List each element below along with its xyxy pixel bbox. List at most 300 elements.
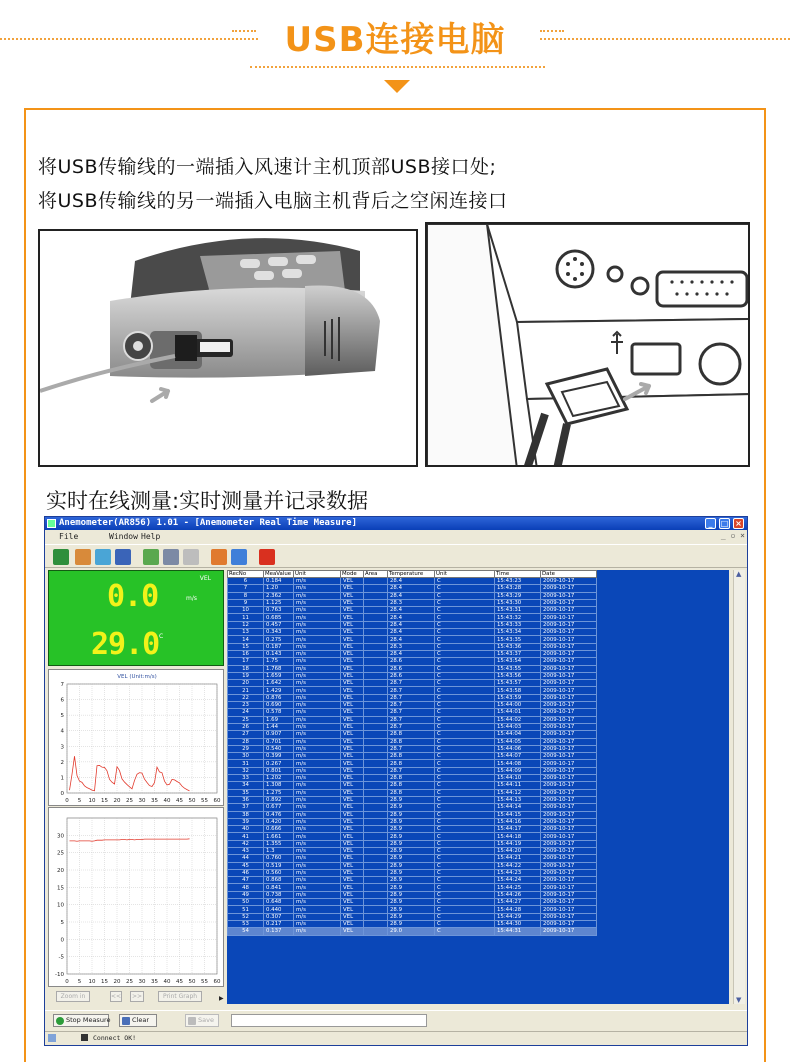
table-cell: 28.4 [388,592,435,599]
table-cell: VEL [341,767,364,774]
menu-help[interactable]: Help [141,532,161,541]
table-cell [364,760,388,767]
table-row[interactable] [228,745,597,752]
table-row[interactable] [228,775,597,782]
table-row[interactable] [228,643,597,650]
table-cell: 2009-10-17 [541,680,597,687]
table-cell: VEL [341,702,364,709]
table-cell: m/s [294,804,341,811]
y-tick-label: 5 [60,920,64,926]
table-row[interactable] [228,884,597,891]
x-tick-label: 50 [188,798,196,804]
table-cell: 28.8 [388,753,435,760]
table-cell: 52 [228,913,264,920]
table-cell: m/s [294,643,341,650]
table-cell: 28.9 [388,906,435,913]
table-cell: 15:44:22 [495,862,541,869]
table-cell: 2009-10-17 [541,753,597,760]
settings-icon[interactable] [75,549,91,565]
table-cell: C [435,650,495,657]
table-cell: 2009-10-17 [541,709,597,716]
open-icon[interactable] [95,549,111,565]
table-cell: C [435,716,495,723]
table-cell: 2009-10-17 [541,869,597,876]
table-cell: 28.9 [388,855,435,862]
table-cell [364,840,388,847]
column-header[interactable]: Unit [294,571,341,578]
table-row[interactable] [228,658,597,665]
scroll-up-icon[interactable]: ▲ [736,570,742,578]
table-cell [364,847,388,854]
table-row[interactable] [228,891,597,898]
table-cell: VEL [341,855,364,862]
table-cell: C [435,658,495,665]
table-cell: 2009-10-17 [541,694,597,701]
table-row[interactable] [228,818,597,825]
table-cell [364,621,388,628]
table-cell: 15:44:06 [495,745,541,752]
table-cell: 0.868 [264,877,294,884]
table-row[interactable] [228,592,597,599]
table-cell: 15:44:04 [495,731,541,738]
table-cell: 0.907 [264,731,294,738]
temperature-chart [48,807,224,987]
lcd-vel-tag: VEL [199,575,211,582]
table-cell: 15:44:28 [495,906,541,913]
table-cell [364,767,388,774]
table-row[interactable] [228,636,597,643]
table-cell: 20 [228,680,264,687]
table-row[interactable] [228,629,597,636]
table-cell: 47 [228,877,264,884]
table-cell: VEL [341,585,364,592]
table-cell: m/s [294,913,341,920]
table-cell: 0.267 [264,760,294,767]
table-cell: 28.9 [388,818,435,825]
title-bar[interactable] [45,517,748,530]
table-cell: m/s [294,760,341,767]
table-cell [364,672,388,679]
column-header[interactable]: MeaValue [264,571,294,578]
table-cell: VEL [341,672,364,679]
table-cell: 15:43:59 [495,694,541,701]
y-tick-label: 25 [57,850,64,857]
y-tick-label: 10 [57,902,64,909]
table-cell: C [435,731,495,738]
graph-icon[interactable] [53,549,69,565]
lcd-vel-unit: m/s [186,595,197,602]
table-cell: 0.760 [264,855,294,862]
table-row[interactable] [228,920,597,927]
status-icon [48,1034,56,1042]
table-row[interactable] [228,614,597,621]
table-cell: C [435,621,495,628]
x-tick-label: 20 [113,798,121,804]
table-cell: 15:44:01 [495,709,541,716]
table-row[interactable] [228,665,597,672]
table-row[interactable] [228,738,597,745]
export-icon[interactable] [143,549,159,565]
table-cell: m/s [294,658,341,665]
table-cell: VEL [341,884,364,891]
table-row[interactable] [228,928,597,935]
table-cell: 28.4 [388,621,435,628]
table-cell: 2009-10-17 [541,855,597,862]
table-cell: 15:44:31 [495,928,541,935]
table-cell: C [435,614,495,621]
x-tick-label: 45 [176,798,183,804]
table-cell: m/s [294,884,341,891]
table-cell: 1.75 [264,658,294,665]
table-cell: 28.9 [388,796,435,803]
table-cell: 1.125 [264,599,294,606]
table-cell: 2009-10-17 [541,614,597,621]
table-cell [364,855,388,862]
table-row[interactable] [228,862,597,869]
maximize-button[interactable]: □ [720,519,729,528]
table-row[interactable] [228,906,597,913]
save-icon[interactable] [115,549,131,565]
x-tick-label: 0 [65,979,69,985]
table-cell: 15:44:19 [495,840,541,847]
table-cell: 35 [228,789,264,796]
minimize-button[interactable]: _ [705,518,716,529]
table-cell: C [435,680,495,687]
table-cell: VEL [341,621,364,628]
page-title: USB连接电脑 [284,20,506,60]
table-row[interactable] [228,680,597,687]
title-underline [250,66,545,68]
table-cell [364,629,388,636]
table-cell: VEL [341,723,364,730]
table-cell: VEL [341,928,364,935]
table-cell: 53 [228,920,264,927]
table-cell: 28.8 [388,738,435,745]
table-cell: 28.7 [388,716,435,723]
table-row[interactable] [228,694,597,701]
table-cell: m/s [294,731,341,738]
table-cell: 2009-10-17 [541,826,597,833]
table-cell: 11 [228,614,264,621]
table-row[interactable] [228,702,597,709]
table-cell: 28.6 [388,665,435,672]
menu-bar [45,531,748,543]
stop-measure-button[interactable]: Stop Measure [53,1014,109,1027]
table-cell [364,906,388,913]
table-cell: 15:44:09 [495,767,541,774]
table-row[interactable] [228,877,597,884]
table-cell: VEL [341,804,364,811]
table-cell: VEL [341,731,364,738]
table-cell: C [435,607,495,614]
table-row[interactable] [228,796,597,803]
table-cell: 1.69 [264,716,294,723]
lcd-temp-unit: C [159,633,164,640]
table-cell: VEL [341,643,364,650]
status-bar [45,1031,748,1045]
table-cell: C [435,767,495,774]
table-row[interactable] [228,621,597,628]
data-grid[interactable] [227,570,729,1004]
table-cell: 28.9 [388,869,435,876]
clear-button[interactable]: Clear [119,1014,157,1027]
table-row[interactable] [228,913,597,920]
table-cell: 0.420 [264,818,294,825]
table-cell: m/s [294,687,341,694]
column-header[interactable]: RecNo [228,571,264,578]
table-cell: m/s [294,672,341,679]
table-row[interactable] [228,899,597,906]
table-cell: 28 [228,738,264,745]
table-cell: VEL [341,687,364,694]
table-cell: 28.9 [388,877,435,884]
table-cell: C [435,920,495,927]
table-cell: 41 [228,833,264,840]
table-cell: m/s [294,789,341,796]
table-cell: 15:44:21 [495,855,541,862]
table-row[interactable] [228,855,597,862]
table-cell: 12 [228,621,264,628]
table-cell: 2009-10-17 [541,782,597,789]
table-cell: 2009-10-17 [541,840,597,847]
table-cell: 0.578 [264,709,294,716]
table-cell: VEL [341,877,364,884]
table-row[interactable] [228,731,597,738]
table-cell: 15:43:56 [495,672,541,679]
table-cell [364,877,388,884]
anemometer-usb-illustration [38,229,418,467]
table-cell: 9 [228,599,264,606]
print-graph-button[interactable]: Print Graph [158,991,202,1002]
table-cell: 15:43:34 [495,629,541,636]
table-row[interactable] [228,607,597,614]
table-cell [364,650,388,657]
status-text: Connect OK! [93,1034,137,1042]
column-header[interactable]: Area [364,571,388,578]
table-row[interactable] [228,789,597,796]
table-cell: 15:43:30 [495,599,541,606]
table-row[interactable] [228,847,597,854]
x-tick-label: 60 [213,798,221,804]
column-header[interactable]: Temperature [388,571,435,578]
table-row[interactable] [228,650,597,657]
table-cell: 2009-10-17 [541,629,597,636]
print-icon[interactable] [163,549,179,565]
table-row[interactable] [228,833,597,840]
table-cell: VEL [341,782,364,789]
table-cell: 15:43:29 [495,592,541,599]
table-cell [364,614,388,621]
table-cell: 28.8 [388,731,435,738]
table-cell: VEL [341,862,364,869]
table-cell: 15:43:28 [495,585,541,592]
app-icon [47,519,56,528]
forward-icon[interactable] [183,549,199,565]
table-cell: 0.217 [264,920,294,927]
table-cell: 15:43:31 [495,607,541,614]
table-cell: 28.8 [388,760,435,767]
column-header[interactable]: Time [495,571,541,578]
table-cell: 15:44:18 [495,833,541,840]
table-cell: 0.184 [264,578,294,585]
table-cell [364,709,388,716]
mdi-controls[interactable]: _ ▫ × [720,531,745,540]
table-cell: 2009-10-17 [541,913,597,920]
table-cell: 28.9 [388,920,435,927]
table-cell: 6 [228,578,264,585]
y-tick-label: 0 [60,937,64,944]
y-tick-label: 30 [57,833,64,840]
table-cell: 28.7 [388,709,435,716]
table-cell: 0.648 [264,899,294,906]
table-cell: 27 [228,731,264,738]
table-cell: 28.7 [388,745,435,752]
menu-window[interactable]: Window [109,532,138,541]
table-cell: VEL [341,818,364,825]
table-row[interactable] [228,760,597,767]
table-row[interactable] [228,782,597,789]
table-cell: C [435,804,495,811]
table-cell: C [435,723,495,730]
table-row[interactable] [228,723,597,730]
table-row[interactable] [228,811,597,818]
y-tick-label: 6 [60,697,64,704]
table-cell [364,782,388,789]
current-row-marker-icon: ▶ [219,995,224,1002]
table-row[interactable] [228,716,597,723]
table-cell: C [435,811,495,818]
table-row[interactable] [228,753,597,760]
table-row[interactable] [228,840,597,847]
table-cell: 28.9 [388,891,435,898]
table-cell: m/s [294,592,341,599]
bottom-controls [45,1010,748,1030]
x-tick-label: 15 [101,798,108,804]
table-cell: 15:43:54 [495,658,541,665]
globe-icon[interactable] [231,549,247,565]
zoom-in-button[interactable]: Zoom in [56,991,90,1002]
table-cell [364,920,388,927]
table-cell [364,826,388,833]
table-cell [364,899,388,906]
table-cell: 18 [228,665,264,672]
table-row[interactable] [228,599,597,606]
close-button[interactable]: × [733,518,744,529]
scroll-down-icon[interactable]: ▼ [736,996,742,1004]
x-tick-label: 40 [163,798,171,804]
table-cell: VEL [341,753,364,760]
column-header[interactable]: Mode [341,571,364,578]
table-cell: 2009-10-17 [541,928,597,935]
table-cell: C [435,906,495,913]
table-cell: VEL [341,789,364,796]
table-cell: VEL [341,906,364,913]
column-header[interactable]: Date [541,571,597,578]
table-cell: m/s [294,614,341,621]
lcd-temperature-value: 29.0 [91,627,160,662]
table-cell: m/s [294,928,341,935]
table-row[interactable] [228,585,597,592]
table-cell: 2009-10-17 [541,789,597,796]
table-cell [364,694,388,701]
next-button[interactable]: >> [131,993,143,1000]
table-cell: 0.187 [264,643,294,650]
table-cell [364,753,388,760]
table-row[interactable] [228,869,597,876]
column-header[interactable]: Unit [435,571,495,578]
table-cell: VEL [341,592,364,599]
table-row[interactable] [228,687,597,694]
table-cell [364,687,388,694]
table-cell: 28.7 [388,694,435,701]
table-cell: 28.9 [388,804,435,811]
table-cell: 1.3 [264,847,294,854]
table-row[interactable] [228,767,597,774]
table-cell: 2009-10-17 [541,665,597,672]
table-cell: m/s [294,716,341,723]
table-cell: VEL [341,738,364,745]
table-cell: 22 [228,694,264,701]
menu-file[interactable]: File [59,532,79,541]
velocity-chart [48,669,224,806]
table-row[interactable] [228,826,597,833]
table-cell: 28.9 [388,826,435,833]
y-tick-label: 20 [57,868,64,874]
table-cell: 15:44:17 [495,826,541,833]
clear-icon [122,1017,130,1025]
table-cell: VEL [341,811,364,818]
table-cell: VEL [341,826,364,833]
table-cell: VEL [341,694,364,701]
table-cell [364,745,388,752]
table-cell: C [435,592,495,599]
table-cell: 1.642 [264,680,294,687]
table-row[interactable] [228,804,597,811]
table-cell: VEL [341,629,364,636]
table-cell: C [435,928,495,935]
y-tick-label: 3 [60,744,64,751]
vertical-scrollbar[interactable] [733,570,745,1004]
table-cell: 25 [228,716,264,723]
x-tick-label: 40 [163,979,171,985]
table-cell: VEL [341,680,364,687]
prev-button[interactable]: << [111,993,122,1000]
table-cell [364,811,388,818]
table-row[interactable] [228,672,597,679]
table-row[interactable] [228,709,597,716]
save-data-button[interactable]: Save [185,1014,219,1027]
tools-icon[interactable] [211,549,227,565]
table-cell: 2009-10-17 [541,767,597,774]
table-row[interactable] [228,578,597,585]
table-cell: m/s [294,702,341,709]
table-cell: 15:44:30 [495,920,541,927]
table-cell: C [435,833,495,840]
table-cell: 28.9 [388,833,435,840]
table-cell: 0.519 [264,862,294,869]
table-cell: 2009-10-17 [541,899,597,906]
table-cell: 28.8 [388,775,435,782]
table-cell: 1.275 [264,789,294,796]
table-cell: 15:43:35 [495,636,541,643]
table-cell: VEL [341,658,364,665]
table-cell: 0.666 [264,826,294,833]
power-icon[interactable] [259,549,275,565]
table-cell: 2009-10-17 [541,877,597,884]
file-path-input[interactable] [231,1014,427,1027]
table-cell: 15:44:23 [495,869,541,876]
table-cell: 13 [228,629,264,636]
